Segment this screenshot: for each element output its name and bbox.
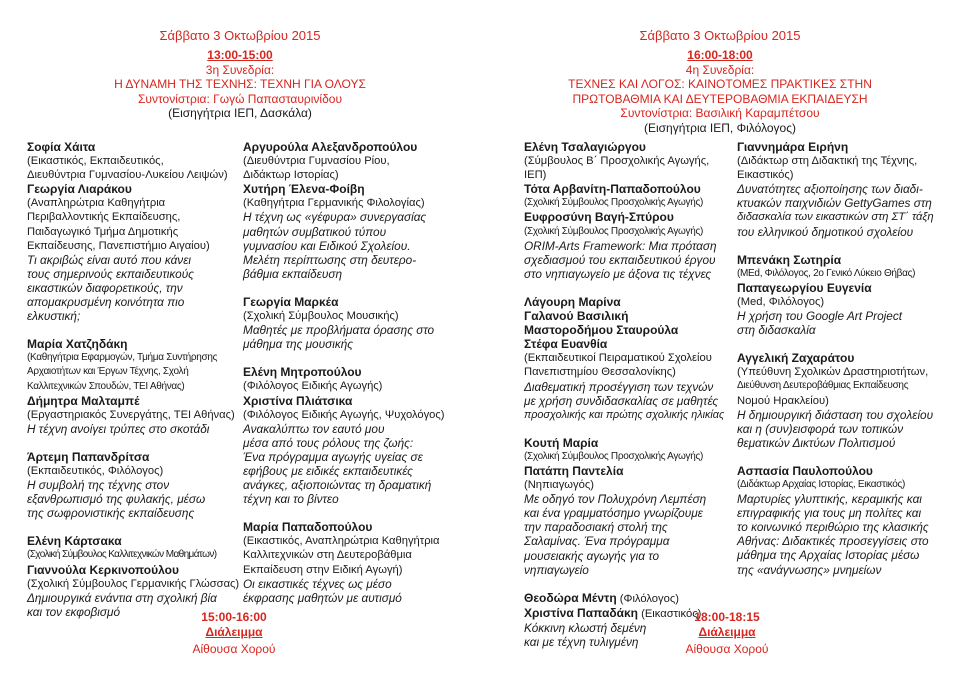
talk-title: εφήβους με ειδικές εκπαιδευτικές [243, 463, 413, 478]
speaker-role: (Διευθύντρια Γυμνασίου Ρίου, [243, 155, 390, 168]
speaker-role: (Αναπληρώτρια Καθηγήτρια [27, 197, 166, 210]
talk-title: Μαθητές με προβλήματα όρασης στο [243, 323, 435, 338]
talk-title: Σαλαμίνας. Ένα πρόγραμμα [524, 534, 670, 549]
speaker-role: (Εικαστικός, Εκπαιδευτικός, [27, 155, 164, 168]
session-3-chair-role: (Εισηγήτρια ΙΕΠ, Δασκάλα) [168, 106, 312, 120]
speaker-role: Παιδαγωγικό Τμήμα Δημοτικής [27, 225, 179, 238]
talk-title: Η δημιουργική διάσταση του σχολείου [737, 407, 934, 422]
speaker-name: Χριστίνα Παπαδάκη [524, 605, 638, 620]
speaker-name: Μπενάκη Σωτηρία [737, 252, 842, 267]
speaker-role: (Φιλόλογος Ειδικής Αγωγής, Ψυχολόγος) [243, 408, 445, 421]
talk-title: της «ανάγνωσης» μνημείων [737, 562, 882, 577]
speaker-role: (Σύμβουλος Β΄ Προσχολικής Αγωγής, ΙΕΠ) [524, 155, 710, 182]
talk-title: απομακρυσμένη κοινότητα πιο [27, 295, 185, 310]
break-1-time: 15:00-16:00 [201, 610, 267, 624]
talk-title: Η τέχνη ως «γέφυρα» συνεργασίας [243, 210, 427, 225]
speaker-role: Διευθύντρια Γυμνασίου-Λυκείου Λειψών) [27, 169, 228, 182]
speaker-name: Παπαγεωργίου Ευγενία [737, 280, 872, 295]
break-1-label: Διάλειμμα [205, 624, 263, 639]
right-date: Σάββατο 3 Οκτωβρίου 2015 [639, 28, 801, 43]
speaker-name: Γεωργία Λιαράκου [27, 182, 132, 197]
speaker-role: (Εικαστικός, Αναπληρώτρια Καθηγήτρια [243, 535, 440, 548]
speaker-name: Γιαννημάρα Ειρήνη [737, 140, 849, 154]
speaker-name: Χυτήρη Έλενα-Φοίβη [243, 182, 365, 197]
session-3-chair: Συντονίστρια: Γωγώ Παπασταυρινίδου [137, 91, 343, 106]
speaker-line [524, 591, 729, 606]
talk-title: Διαθεματική προσέγγιση των τεχνών [524, 379, 714, 394]
talk-title: μέσα από τους ρόλους της ζωής: [243, 435, 414, 450]
speaker-role: Νομού Ηρακλείου) [737, 394, 829, 407]
speaker-role: Περιβαλλοντικής Εκπαίδευσης, [27, 211, 181, 224]
talk-title: την παραδοσιακή στολή της [524, 520, 668, 535]
speaker-role: (Σχολική Σύμβουλος Προσχολικής Αγωγής) [524, 450, 704, 462]
talk-title: Οι εικαστικές τέχνες ως μέσο [243, 576, 392, 591]
session-3-number: 3η Συνεδρία: [205, 62, 275, 77]
break-2-room: Αίθουσα Χορού [685, 642, 769, 656]
session-4-chair: Συντονίστρια: Βασιλική Καραμπέτσου [620, 106, 820, 120]
session-4-number: 4η Συνεδρία: [685, 62, 755, 77]
speaker-role: (Φιλόλογος Ειδικής Αγωγής) [243, 380, 383, 393]
talk-title: εικαστικών διαφορετικούς, την [27, 280, 183, 295]
break-2 [657, 610, 797, 657]
talk-title: ελκυστική; [27, 309, 81, 324]
talk-title: νηπιαγωγείο [524, 562, 589, 577]
speaker-name: Άρτεμη Παπανδρίτσα [27, 449, 150, 464]
talk-title: και τον εκφοβισμό [27, 604, 121, 619]
talk-title: της σωφρονιστικής εκπαίδευσης [27, 506, 195, 521]
speaker-role: (Εργαστηριακός Συνεργάτης, ΤΕΙ Αθήνας) [27, 408, 235, 421]
speaker-name: Λάγουρη Μαρίνα [524, 294, 621, 309]
speaker-name: Χριστίνα Πλιάτσικα [243, 393, 353, 408]
break-1-room: Αίθουσα Χορού [192, 642, 276, 656]
speaker-name: Γεωργία Μαρκέα [243, 294, 339, 309]
column-2 [243, 140, 468, 605]
speaker-role: Καλλιτεχνικών Σπουδών, ΤΕΙ Αθήνας) [27, 380, 185, 392]
speaker-role: (Διδάκτωρ στη Διδακτική της Τέχνης, [737, 155, 918, 168]
talk-title: Δυνατότητες αξιοποίησης των διαδι- [737, 182, 923, 197]
talk-title: και με τέχνη τυλιγμένη [524, 635, 639, 649]
talk-title: μαθητών συμβατικού τύπου [243, 224, 387, 239]
talk-title: Μαρτυρίες γλυπτικής, κεραμικής και [737, 492, 922, 507]
speaker-role: (Σχολική Σύμβουλος Καλλιτεχνικών Μαθημάτων) [27, 549, 217, 561]
speaker-name: Δήμητρα Μαλταμπέ [27, 393, 140, 408]
speaker-name: Ελένη Τσαλαγιώργου [524, 140, 646, 154]
speaker-name: Τότα Αρβανίτη-Παπαδοπούλου [524, 182, 701, 197]
talk-title: Με οδηγό τον Πολυχρόνη Λεμπέση [524, 492, 707, 507]
talk-title: ανάγκες, αξιοποιώντας τη δραματική [243, 478, 432, 493]
speaker-name: Ασπασία Παυλοπούλου [737, 463, 873, 478]
speaker-role: (Φιλόλογος) [619, 592, 679, 605]
talk-title: μουσειακής αγωγής για το [524, 548, 660, 563]
talk-title: σχεδιασμού του εκπαιδευτικού έργου [524, 252, 716, 267]
speaker-name: Μαρία Παπαδοπούλου [243, 520, 373, 535]
talk-title: Η συμβολή της τέχνης στον [27, 478, 170, 493]
speaker-role: Εκπαίδευσης, Πανεπιστήμιο Αιγαίου) [27, 239, 210, 252]
talk-title: μάθημα της μουσικής [243, 337, 354, 352]
speaker-role: (Σχολική Σύμβουλος Γερμανικής Γλώσσας) [27, 577, 240, 590]
column-4 [737, 140, 957, 577]
session-4-title: ΤΕΧΝΕΣ ΚΑΙ ΛΟΓΟΣ: ΚΑΙΝΟΤΟΜΕΣ ΠΡΑΚΤΙΚΕΣ ΣΤΗΝ [568, 77, 872, 91]
speaker-role: (MEd, Φιλόλογος, 2ο Γενικό Λύκειο Θήβας) [737, 267, 916, 279]
speaker-name: Ελένη Μητροπούλου [243, 365, 362, 380]
talk-title: γυμνασίου και Ειδικού Σχολείου. [243, 238, 411, 253]
speaker-role: Εικαστικός) [737, 169, 794, 182]
talk-title: εξανθρωπισμό της φυλακής, μέσω [27, 492, 206, 507]
talk-title: Ανακαλύπτω τον εαυτό μου [243, 421, 385, 436]
talk-title: και ένα γραμματόσημο γνωρίζουμε [524, 506, 703, 521]
speaker-name: Γιαννούλα Κερκινοπούλου [27, 562, 179, 577]
speaker-role: (Εκπαιδευτικός, Φιλόλογος) [27, 464, 164, 477]
speaker-name: Γαλανού Βασιλική [524, 309, 629, 324]
speaker-role: (Εικαστικός) [641, 607, 702, 620]
speaker-name: Θεοδώρα Μέντη [524, 590, 617, 605]
speaker-role: (Σχολική Σύμβουλος Μουσικής) [243, 310, 399, 323]
speaker-role: Διεύθυνση Δευτεροβάθμιας Εκπαίδευσης [737, 380, 909, 392]
speaker-name: Αγγελική Ζαχαράτου [737, 351, 855, 366]
talk-title: Δημιουργικά ενάντια στη σχολική βία [27, 590, 217, 605]
talk-title: διδασκαλία των εικαστικών στη ΣΤ΄ τάξη [737, 211, 934, 224]
session-3-header [0, 48, 480, 121]
speaker-role: Αρχαιοτήτων και Έργων Τέχνης, Σχολή [27, 366, 189, 378]
speaker-role: (Υπεύθυνη Σχολικών Δραστηριοτήτων, [737, 366, 929, 379]
speaker-name: Μαστοροδήμου Σταυρούλα [524, 323, 679, 338]
talk-title: προσχολικής και πρώτης σχολικής ηλικίας [524, 408, 725, 421]
talk-title: Η τέχνη ανοίγει τρύπες στο σκοτάδι [27, 421, 210, 436]
session-4-chair-role: (Εισηγήτρια ΙΕΠ, Φιλόλογος) [643, 120, 797, 135]
speaker-role: (Εκπαιδευτικοί Πειραματικού Σχολείου [524, 352, 712, 365]
left-date: Σάββατο 3 Οκτωβρίου 2015 [159, 28, 321, 43]
speaker-name: Αργυρούλα Αλεξανδροπούλου [243, 140, 418, 154]
speaker-name: Ευφροσύνη Βαγή-Σπύρου [524, 210, 674, 225]
column-1 [27, 140, 242, 619]
speaker-role: (Διδάκτωρ Αρχαίας Ιστορίας, Εικαστικός) [737, 478, 906, 490]
speaker-role: (Καθηγήτρια Γερμανικής Φιλολογίας) [243, 197, 425, 210]
talk-title: στο νηπιαγωγείο με άξονα τις τέχνες [524, 266, 712, 281]
speaker-name: Στέφα Ευανθία [524, 337, 608, 352]
speaker-name: Πατάπη Παντελία [524, 463, 624, 478]
speaker-name: Κουτή Μαρία [524, 435, 599, 450]
talk-title: τέχνη και το βίντεο [243, 492, 339, 507]
speaker-role: Εκπαίδευση στην Ειδική Αγωγή) [243, 563, 403, 576]
session-3-title: Η ΔΥΝΑΜΗ ΤΗΣ ΤΕΧΝΗΣ: ΤΕΧΝΗ ΓΙΑ ΟΛΟΥΣ [114, 77, 366, 91]
speaker-role: (Σχολική Σύμβουλος Προσχολικής Αγωγής) [524, 225, 704, 237]
talk-title: το κοινωνικό περιθώριο της κλασικής [737, 520, 929, 535]
speaker-role: (Med, Φιλόλογος) [737, 295, 825, 308]
talk-title: βάθμια εκπαίδευση [243, 266, 343, 281]
column-3 [524, 140, 729, 649]
speaker-name: Ελένη Κάρτσακα [27, 534, 122, 549]
speaker-name: Σοφία Χάιτα [27, 140, 96, 154]
right-page [480, 0, 960, 675]
break-2-label: Διάλειμμα [698, 624, 756, 639]
talk-title: επιγραφικής για τους μη πολίτες και [737, 506, 922, 521]
talk-title: κτυακών παιχνιδιών GettyGames στη [737, 196, 932, 211]
talk-title: Ένα πρόγραμμα αγωγής υγείας σε [243, 449, 423, 464]
talk-title: ORIM-Arts Framework: Μια πρόταση [524, 238, 717, 253]
talk-title: τους σημερινούς εκπαιδευτικούς [27, 266, 194, 281]
speaker-role: Πανεπιστημίου Θεσσαλονίκης) [524, 366, 676, 379]
speaker-name: Μαρία Χατζηδάκη [27, 337, 128, 352]
speaker-role: (Νηπιαγωγός) [524, 479, 594, 492]
talk-title: του ελληνικού δημοτικού σχολείου [737, 224, 914, 239]
talk-title: Αθήνας: Διδακτικές προσεγγίσεις στο [737, 534, 929, 549]
talk-title: μάθημα της Αρχαίας Ιστορίας μέσω [737, 548, 920, 563]
talk-title: θεματικών Δικτύων Πολιτισμού [737, 435, 896, 450]
talk-title: και η (συν)εισφορά των τοπικών [737, 421, 904, 436]
speaker-role: Διδάκτωρ Ιστορίας) [243, 169, 339, 182]
talk-title: Μελέτη περίπτωσης στη δευτερο- [243, 252, 417, 267]
speaker-role: (Καθηγήτρια Εφαρμογών, Τμήμα Συντήρησης [27, 352, 218, 364]
talk-title: με χρήση συνδιδασκαλίας σε μαθητές [524, 393, 719, 408]
talk-title: έκφρασης μαθητών με αυτισμό [243, 590, 402, 605]
session-4-title: ΠΡΩΤΟΒΑΘΜΙΑ ΚΑΙ ΔΕΥΤΕΡΟΒΑΘΜΙΑ ΕΚΠΑΙΔΕΥΣΗ [572, 91, 868, 106]
break-1 [164, 610, 304, 657]
session-4-header [480, 48, 960, 135]
talk-title: στη διδασκαλία [737, 323, 816, 338]
talk-title: Τι ακριβώς είναι αυτό που κάνει [27, 252, 191, 267]
talk-title: Κόκκινη κλωστή δεμένη [524, 620, 647, 635]
talk-title: Η χρήση του Google Art Project [737, 309, 903, 324]
break-2-time: 18:00-18:15 [694, 610, 760, 624]
session-3-time: 13:00-15:00 [207, 48, 273, 62]
session-4-time: 16:00-18:00 [687, 48, 753, 62]
speaker-role: Καλλιτεχνικών στη Δευτεροβάθμια [243, 549, 412, 562]
speaker-role: (Σχολική Σύμβουλος Προσχολικής Αγωγής) [524, 197, 704, 209]
